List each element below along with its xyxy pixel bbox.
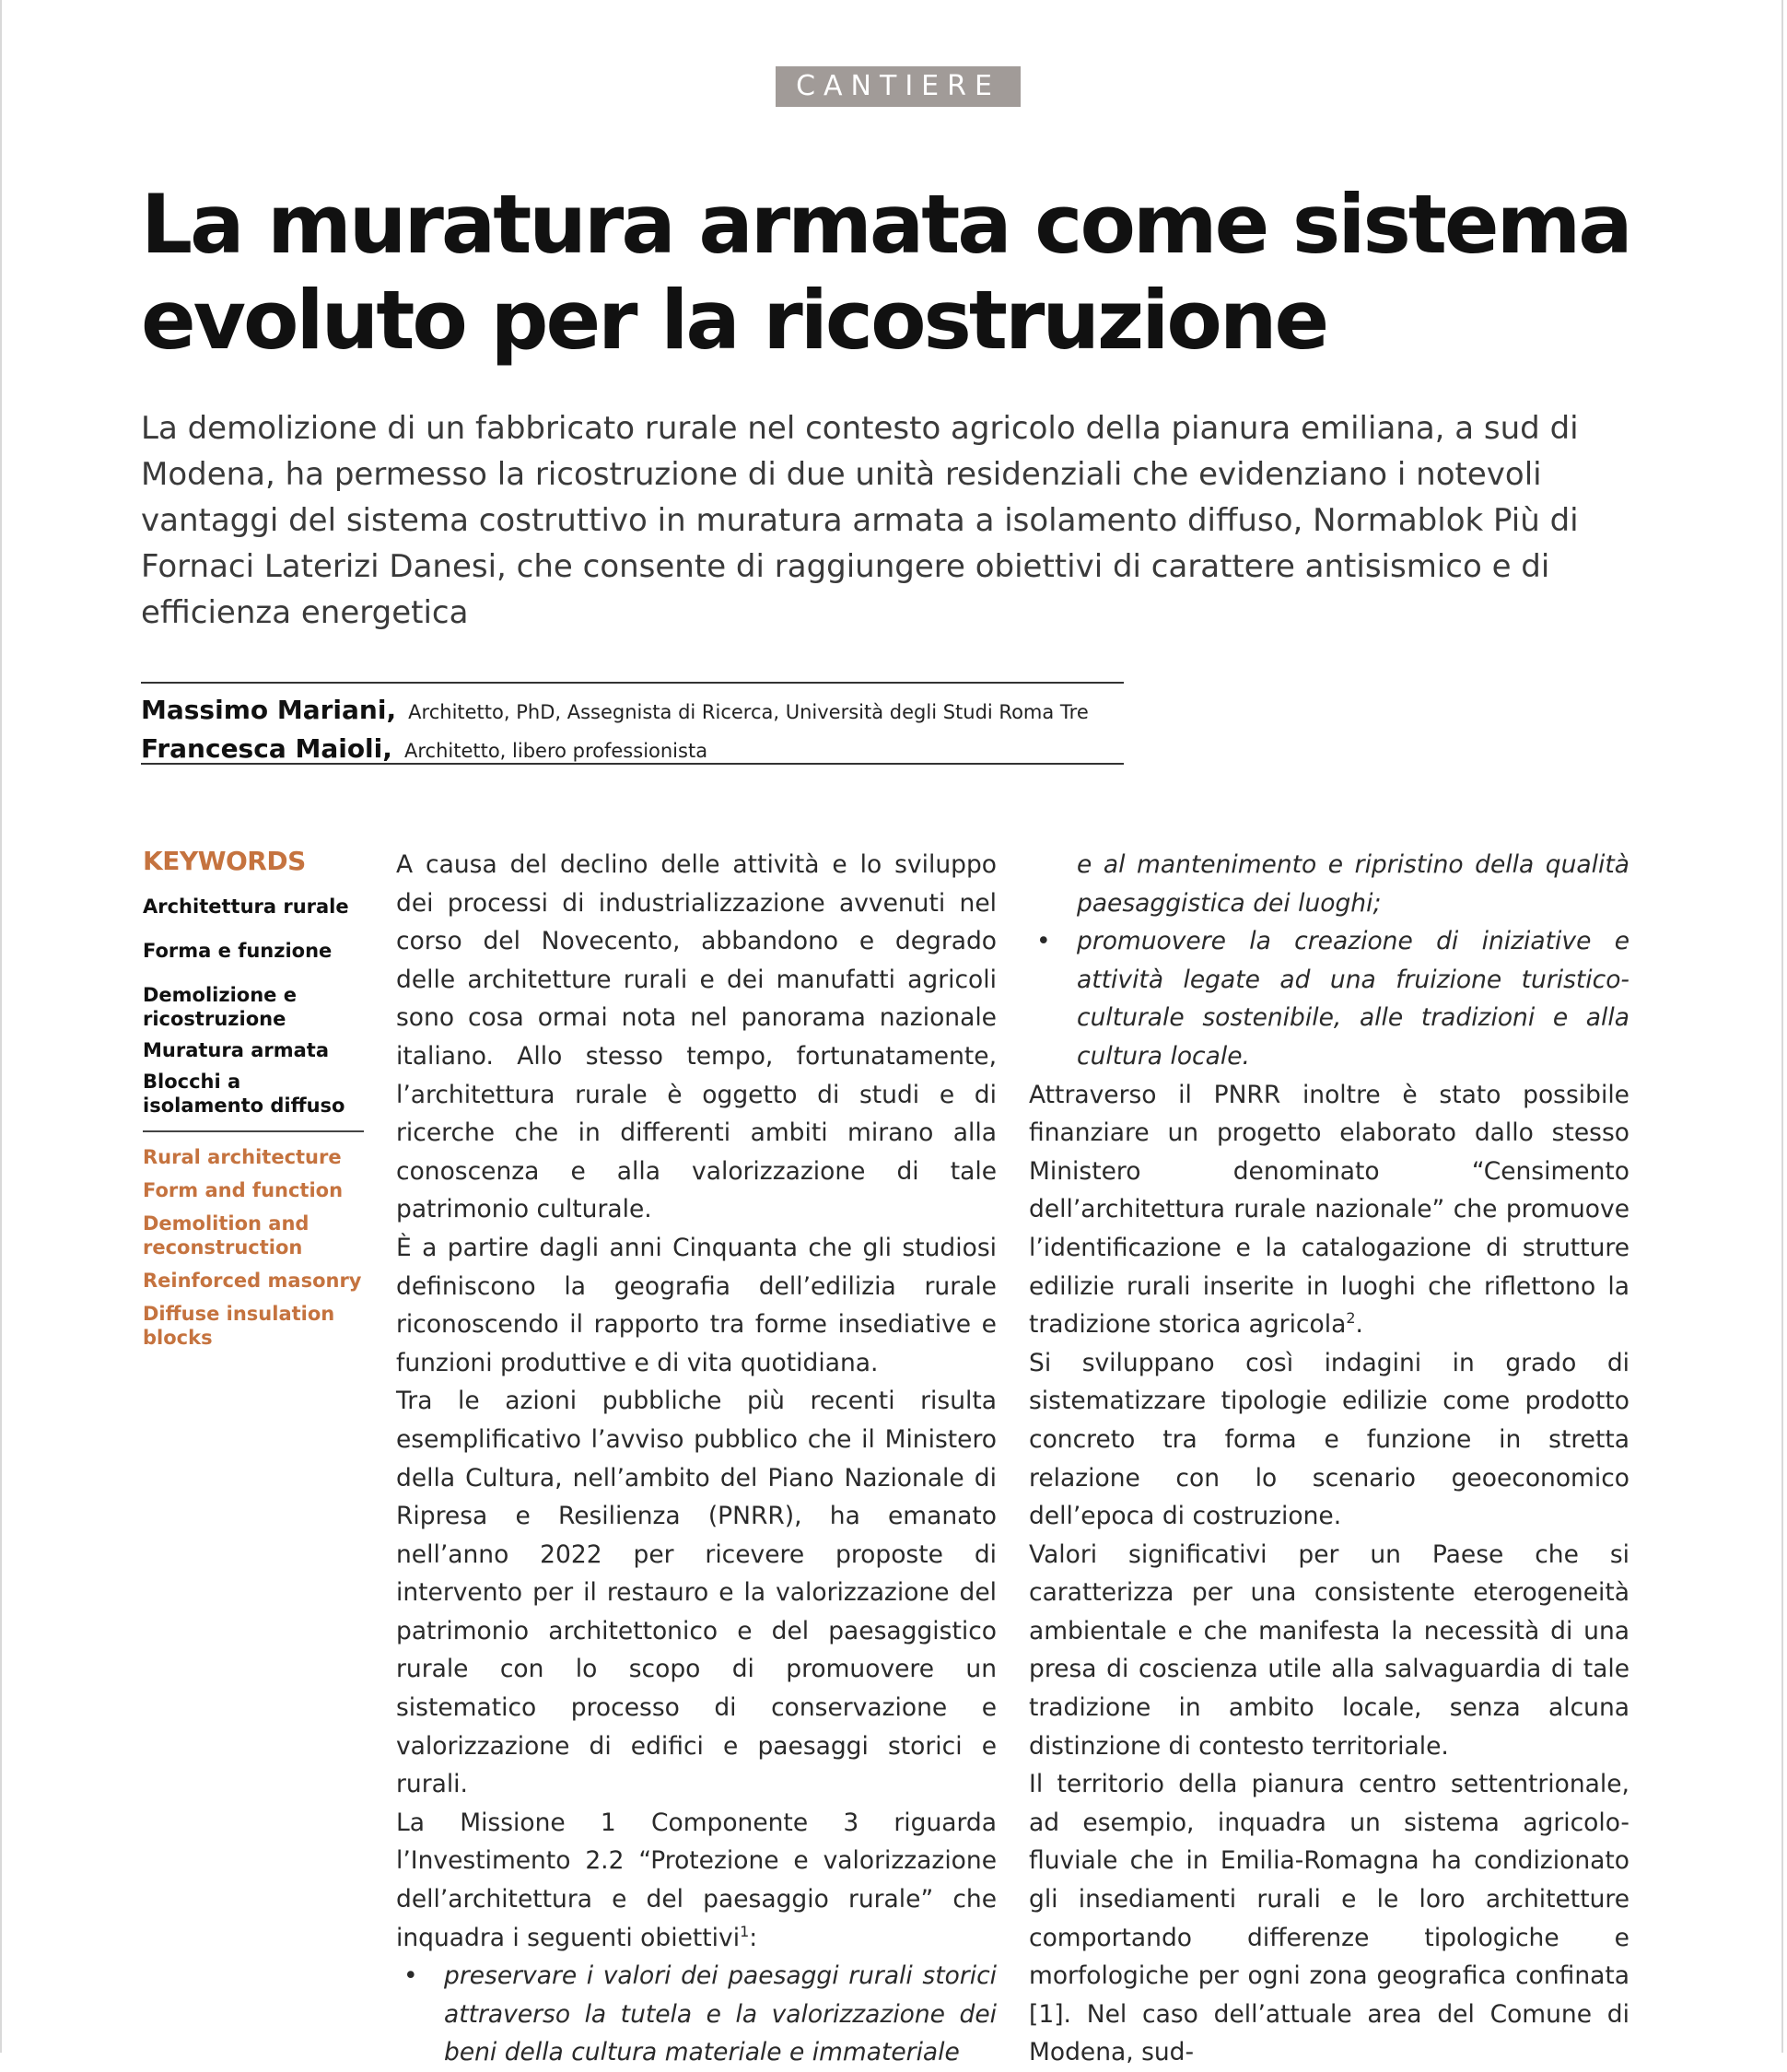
body-text: : [749,1923,758,1952]
author-name: Francesca Maioli, [141,733,392,764]
list-item-continuation: e al mantenimento e ripristino della qualità paesaggistica dei luoghi; [1077,850,1629,918]
footnote-ref: 1 [740,1922,750,1940]
body-paragraph: Si sviluppano così indagini in grado di sistematizzare tipologie edilizie come prodotto concreto tra forma e funzione in stretta relazione con lo scenario geoeconomico dell’epoca di costruzione. [1029,1348,1629,1531]
keyword-italian: Architettura rurale [143,896,349,918]
list-item: • promuovere la creazione di iniziative e attività legate ad una fruizione turistico-culturale sostenibile, alle tradizioni e alla cultura locale. [1029,922,1629,1075]
keyword-english: Rural architecture [143,1146,342,1168]
title-line-1: La muratura armata come sistema [141,177,1630,272]
body-text: Attraverso il PNRR inoltre è stato possibile finanziare un progetto elaborato dallo stesso Ministero denominato “Censimento dell’architettura rurale nazionale” che promuove l’identificazione e la catalogazione di strutture edilizie rurali inserite in luoghi che riflettono la tradizione storica agricola [1029,1080,1629,1340]
body-paragraph: È a partire dagli anni Cinquanta che gli studiosi definiscono la geografia dell’edilizia rurale riconoscendo il rapporto tra forme insediative e funzioni produttive e di vita quotidiana. [396,1233,997,1377]
body-text: La Missione 1 Componente 3 riguarda l’Investimento 2.2 “Protezione e valorizzazione dell’architettura e del paesaggio rurale” che inquadra i seguenti obiettivi [396,1808,997,1952]
keyword-english: Diffuse insulation blocks [143,1303,335,1349]
title-line-2: evoluto per la ricostruzione [141,273,1327,368]
author-role: Architetto, PhD, Assegnista di Ricerca, Università degli Studi Roma Tre [408,701,1089,723]
article-lead: La demolizione di un fabbricato rurale nel contesto agricolo della pianura emiliana, a sud di Modena, ha permesso la ricostruzione di due unità residenziali che evidenziano i notevoli vantaggi del sistema costruttivo in muratura armata a isolamento diffuso, Normablok Più di Fornaci Laterizi Danesi, che consente di raggiungere obiettivi di carattere antisismico e di efficienza energetica [141,410,1579,631]
keyword-english: Demolition and reconstruction [143,1212,310,1258]
authors-box [141,682,1124,765]
body-paragraph [1029,1076,1629,1344]
keywords-title: KEYWORDS [143,846,306,876]
footnote-ref: 2 [1346,1309,1356,1328]
author-name: Massimo Mariani, [141,695,397,725]
body-paragraph: A causa del declino delle attività e lo sviluppo dei processi di industrializzazione avvenuti nel corso del Novecento, abbandono e degrado delle architetture rurali e dei manufatti agricoli sono cosa ormai nota nel panorama nazionale italiano. Allo stesso tempo, fortunatamente, l’architettura rurale è oggetto di studi e di ricerche che in differenti ambiti mirano alla conoscenza e alla valorizzazione di tale patrimonio culturale. [396,850,997,1224]
keyword-italian: Muratura armata [143,1039,329,1061]
keyword-italian: Blocchi a isolamento diffuso [143,1071,345,1117]
body-column-left [396,846,997,2072]
author-role: Architetto, libero professionista [403,740,708,762]
list-item: • preservare i valori dei paesaggi rurali storici attraverso la tutela e la valorizzazione dei beni della cultura materiale e immateriale [396,1957,997,2072]
author-row [141,730,1124,768]
body-paragraph: Il territorio della pianura centro settentrionale, ad esempio, inquadra un sistema agricolo-fluviale che in Emilia-Romagna ha condizionato gli insediamenti rurali e le loro architetture comportando differenze tipologiche e morfologiche per ogni zona geografica confinata [1]. Nel caso dell’attuale area del Comune di Modena, sud- [1029,1770,1629,2067]
objectives-list-cont [1029,922,1629,1075]
body-column-right [1029,846,1629,2072]
objectives-list [396,1957,997,2072]
keyword-english: Reinforced masonry [143,1270,362,1292]
keywords-sidebar [143,846,364,1359]
body-text: . [1355,1310,1363,1340]
body-paragraph: Tra le azioni pubbliche più recenti risulta esemplificativo l’avviso pubblico che il Ministero della Cultura, nell’ambito del Piano Nazionale di Ripresa e Resilienza (PNRR), ha emanato nell’anno 2022 per ricevere proposte di intervento per il restauro e la valorizzazione del patrimonio architettonico e del paesaggistico rurale con lo scopo di promuovere un sistematico processo di conservazione e valorizzazione di edifici e paesaggi storici e rurali. [396,1387,997,1799]
keywords-divider [143,1130,364,1132]
author-row [141,691,1124,730]
body-paragraph: Valori significativi per un Paese che si caratterizza per una consistente eterogeneità ambientale e che manifesta la necessità di una presa di coscienza utile alla salvaguardia di tale tradizione in ambito locale, senza alcuna distinzione di contesto territoriale. [1029,1539,1629,1761]
article-title [141,177,1725,369]
body-paragraph [396,1804,997,1957]
keyword-italian: Forma e funzione [143,940,333,962]
keyword-english: Form and function [143,1179,344,1201]
section-tag: CANTIERE [776,66,1021,107]
keyword-italian: Demolizione e ricostruzione [143,984,297,1030]
